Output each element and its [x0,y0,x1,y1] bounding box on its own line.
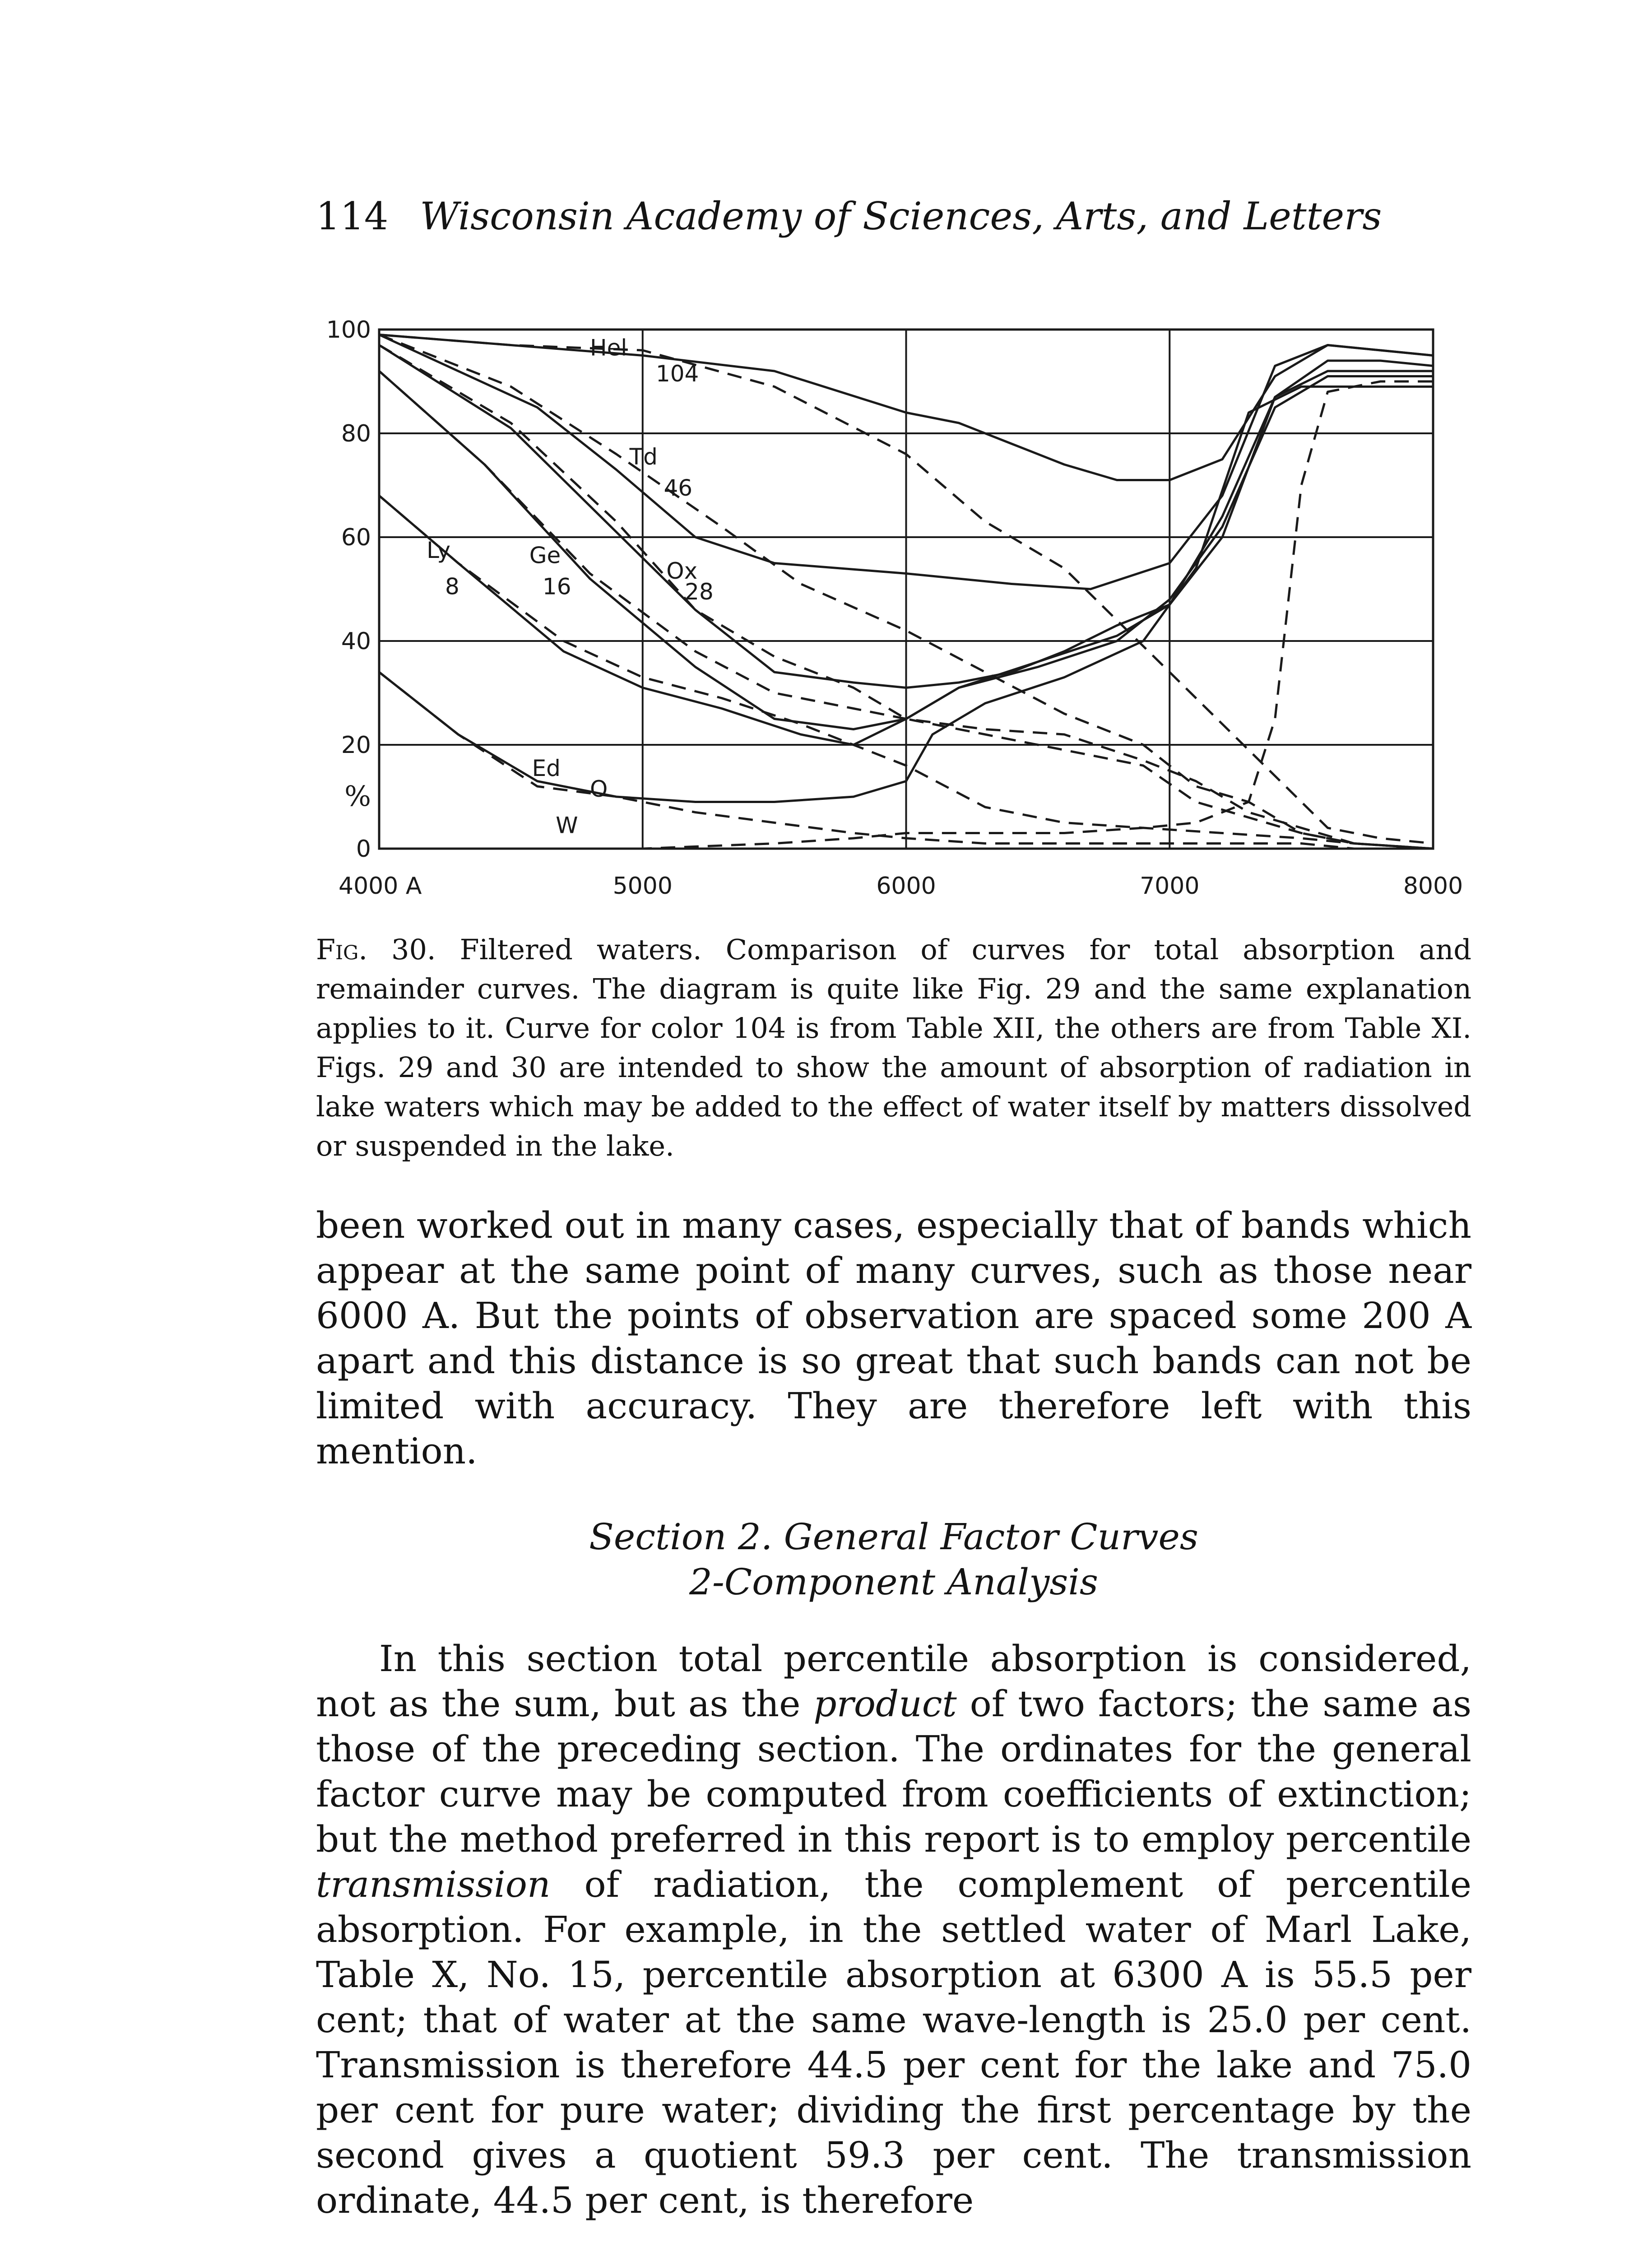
y-tick-label: 40 [341,628,371,655]
absorption-chart [316,298,1490,921]
series-label: W [556,812,578,839]
y-tick-label: 60 [341,524,371,551]
series-label: 8 [445,573,459,600]
series-label: Ly [427,537,450,563]
section-heading [316,1514,1471,1605]
caption-text: Filtered waters. Comparison of curves for total absorption and remainder curves. The diagram is quite like Fig. 29 and the same explanation applies to it. Curve for color 104 is from Table XII, the others are from Table XI. Figs. 29 and 30 are intended to show the amount of absorption of radiation in lake waters which may be added to the effect of water itself by matters dissolved or suspended in the lake. [316,933,1471,1162]
y-axis-label: % [344,780,371,813]
paragraph-span: of two factors; the same as those of the preceding section. The ordinates for the general factor curve may be computed from coefficients of extinction; but the method preferred in this report is to employ percentile [316,1683,1472,1860]
paragraph-emphasis: transmission [316,1863,551,1905]
series-label: O [590,776,608,802]
x-tick-label: 5000 [613,873,673,900]
figure-label: Fig. 30. [316,933,436,966]
series-label: 16 [542,573,571,600]
series-label: 46 [664,475,693,501]
body-text-2 [316,1636,1471,2223]
chart-ticks [326,316,1463,900]
x-tick-label: 8000 [1403,873,1463,900]
body-text-1 [316,1203,1471,1474]
series-label: Hel [590,334,627,361]
journal-title: Wisconsin Academy of Sciences, Arts, and Letters [420,194,1382,238]
series-label: Td [629,444,658,470]
running-header [316,194,1535,262]
page-number: 114 [316,194,389,238]
x-tick-label: 4000 A [339,873,422,900]
paragraph-general-factor [316,1636,1471,2223]
series-label: Ox [666,558,698,584]
y-tick-label: 100 [326,316,371,344]
paragraph-emphasis: product [813,1683,957,1725]
series-label: 28 [685,579,714,605]
section-subtitle: 2-Component Analysis [689,1561,1098,1603]
section-title: Section 2. General Factor Curves [589,1516,1198,1558]
paragraph-span: In this section total percentile absorption is considered, not as the sum, but as the [316,1638,1471,1725]
series-label: 104 [655,361,699,387]
x-tick-label: 6000 [876,873,936,900]
y-tick-label: 20 [341,732,371,759]
y-tick-label: 80 [341,420,371,447]
figure-caption [316,930,1471,1166]
series-label: Ed [532,755,561,781]
x-tick-label: 7000 [1140,873,1200,900]
series-label: Ge [529,542,561,569]
paragraph-span: of radiation, the complement of percentile absorption. For example, in the settled water of Marl Lake, Table X, No. 15, percentile absorption at 6300 A is 55.5 per cent; that of water at the same wave-length is 25.0 per cent. Transmission is therefore 44.5 per cent for the lake and 75.0 per cent for pure water; dividing the first percentage by the second gives a quotient 59.3 per cent. The transmission ordinate, 44.5 per cent, is therefore [316,1863,1471,2221]
paragraph-continued: been worked out in many cases, especially that of bands which appear at the same point of many curves, such as those near 6000 A. But the points of observation are spaced some 200 A apart and this distance is so great that such bands can not be limited with accuracy. They are therefore left with this mention. [316,1204,1471,1472]
y-tick-label: 0 [356,836,371,863]
